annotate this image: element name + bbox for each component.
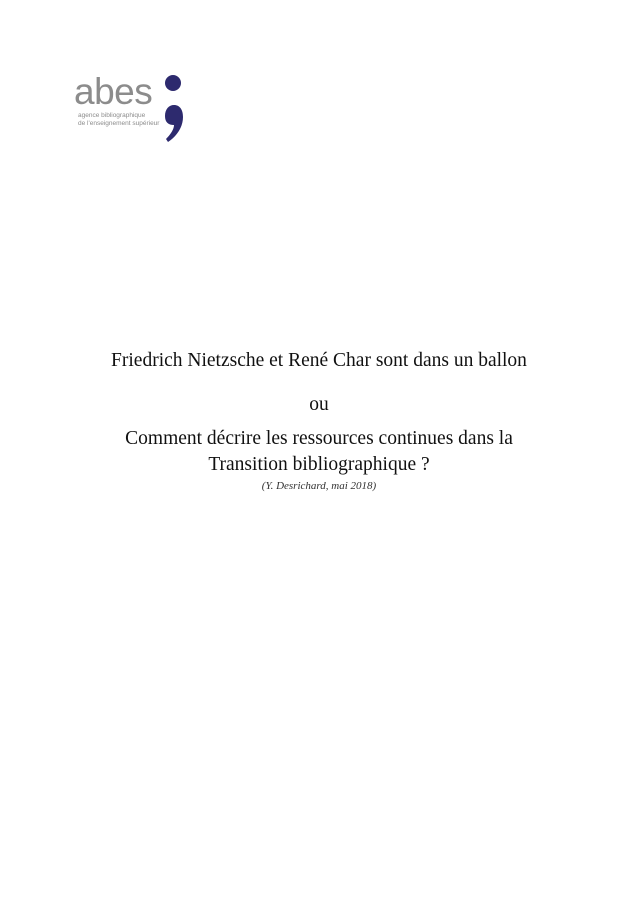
logo-dot-shape: [165, 75, 181, 91]
author-credit: (Y. Desrichard, mai 2018): [261, 480, 377, 492]
title-line-3: Comment décrire les ressources continues dans la: [125, 428, 513, 449]
title-line-1: Friedrich Nietzsche et René Char sont dans un ballon: [111, 350, 527, 371]
title-line-4: Transition bibliographique ?: [208, 454, 430, 475]
logo-comma-shape: [165, 105, 183, 142]
abes-logo: [74, 70, 190, 145]
logo-tagline-line1: agence bibliographique: [78, 112, 146, 119]
semicolon-logo-icon: [159, 72, 187, 144]
title-line-2: ou: [309, 394, 329, 415]
logo-wordmark: abes: [74, 71, 153, 112]
logo-tagline-line2: de l'enseignement supérieur: [78, 120, 160, 127]
